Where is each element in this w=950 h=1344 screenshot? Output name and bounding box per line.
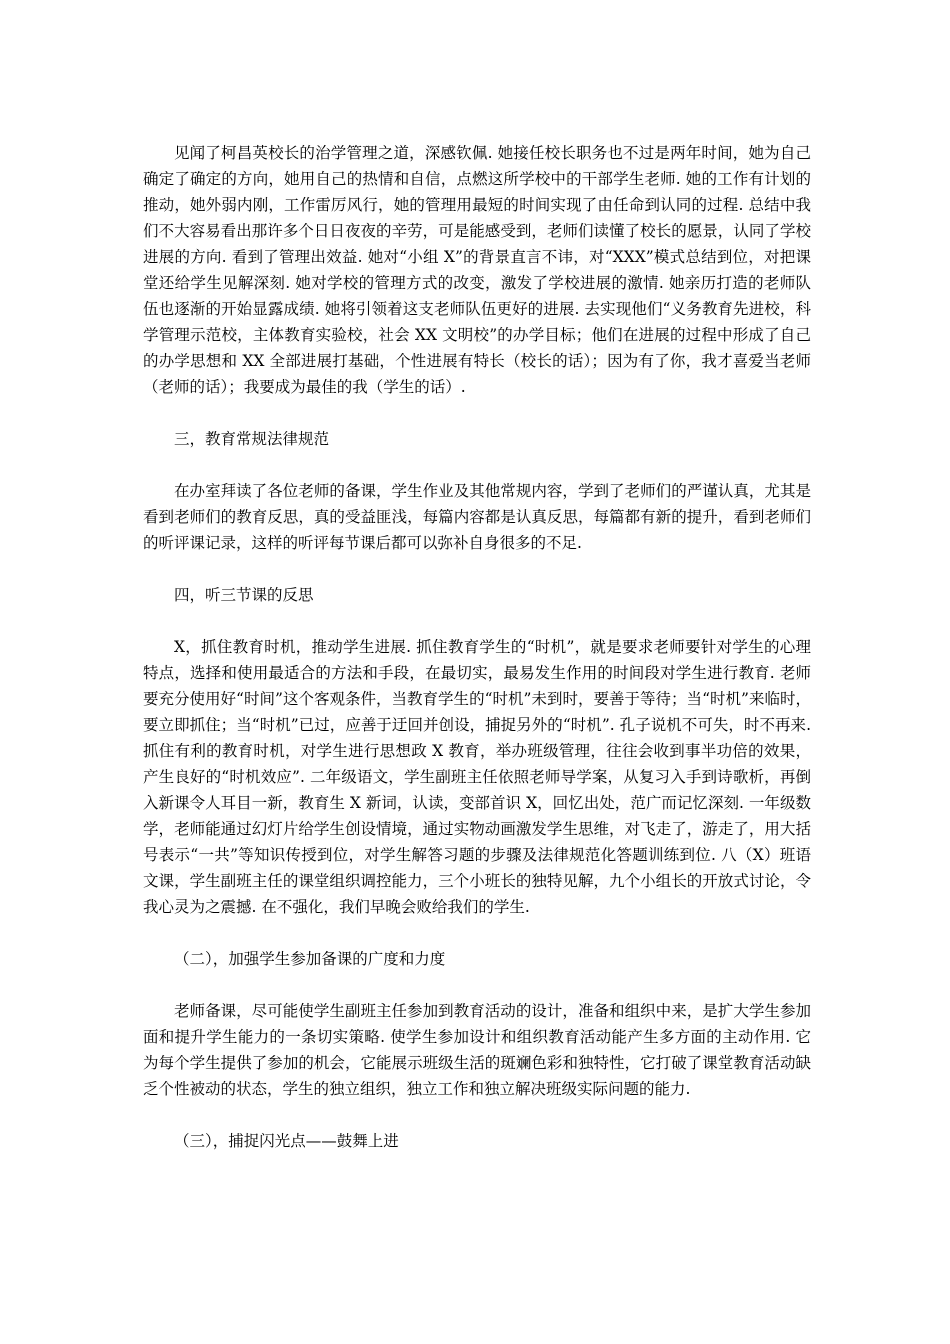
heading-subsection-two: （二），加强学生参加备课的广度和力度 bbox=[174, 950, 446, 968]
paragraph-student-participation: 老师备课，尽可能使学生副班主任参加到教育活动的设计，准备和组织中来，是扩大学生参加面和提升学生能力的一条切实策略. 使学生参加设计和组织教育活动能产生多方面的主动作用. 它为每个学生提供了参加的机会，它能展示班级生活的斑斓色彩和独特性，它打破了课堂教育活动缺乏个性被动的状态，学生的独立组织，独立工作和独立解决班级实际问题的能力. bbox=[143, 1002, 811, 1098]
document-page bbox=[143, 140, 811, 1180]
heading-section-four: 四，听三节课的反思 bbox=[174, 586, 314, 604]
heading-subsection-three: （三），捕捉闪光点——鼓舞上进 bbox=[174, 1132, 399, 1150]
heading-section-three: 三，教育常规法律规范 bbox=[174, 430, 330, 448]
paragraph-principal-management: 见闻了柯昌英校长的治学管理之道，深感钦佩. 她接任校长职务也不过是两年时间，她为自己确定了确定的方向，她用自己的热情和自信，点燃这所学校中的干部学生老师. 她的工作有计划的推动，她外弱内刚，工作雷厉风行，她的管理用最短的时间实现了由任命到认同的过程. 总结中我们不大容易看出那许多个日日夜夜的辛劳，可是能感受到，老师们读懂了校长的愿景，认同了学校进展的方向. 看到了管理出效益. 她对“小组 X”的背景直言不讳，对“XXX”模式总结到位，对把课堂还给学生见解深刻. 她对学校的管理方式的改变，激发了学校进展的激情. 她亲历打造的老师队伍也逐渐的开始显露成绩. 她将引领着这支老师队伍更好的进展. 去实现他们“义务教育先进校，科学管理示范校，主体教育实验校，社会 XX 文明校”的办学目标；他们在进展的过程中形成了自己的办学思想和 XX 全部进展打基础，个性进展有特长（校长的话）；因为有了你，我才喜爱当老师（老师的话）；我要成为最佳的我（学生的话）. bbox=[143, 144, 811, 396]
paragraph-lesson-plans: 在办室拜读了各位老师的备课，学生作业及其他常规内容，学到了老师们的严谨认真，尤其是看到老师们的教育反思，真的受益匪浅，每篇内容都是认真反思，每篇都有新的提升，看到老师们的听评课记录，这样的听评每节课后都可以弥补自身很多的不足. bbox=[143, 482, 811, 552]
paragraph-teaching-moments: X，抓住教育时机，推动学生进展. 抓住教育学生的“时机”，就是要求老师要针对学生的心理特点，选择和使用最适合的方法和手段，在最切实，最易发生作用的时间段对学生进行教育. 老师要充分使用好“时间”这个客观条件，当教育学生的“时机”未到时，要善于等待；当“时机”来临时，要立即抓住；当“时机”已过，应善于迂回并创设，捕捉另外的“时机”. 孔子说机不可失，时不再来. 抓住有利的教育时机，对学生进行思想政 X 教育，举办班级管理，往往会收到事半功倍的效果，产生良好的“时机效应”. 二年级语文，学生副班主任依照老师导学案，从复习入手到诗歌析，再倒入新课令人耳目一新，教育生 X 新词，认读，变部首识 X，回忆出处，范广而记忆深刻. 一年级数学，老师能通过幻灯片给学生创设情境，通过实物动画激发学生思维，对飞走了，游走了，用大括号表示“一共”等知识传授到位，对学生解答习题的步骤及法律规范化答题训练到位. 八（X）班语文课，学生副班主任的课堂组织调控能力，三个小班长的独特见解，九个小组长的开放式讨论，令我心灵为之震撼. 在不强化，我们早晚会败给我们的学生. bbox=[143, 638, 811, 916]
